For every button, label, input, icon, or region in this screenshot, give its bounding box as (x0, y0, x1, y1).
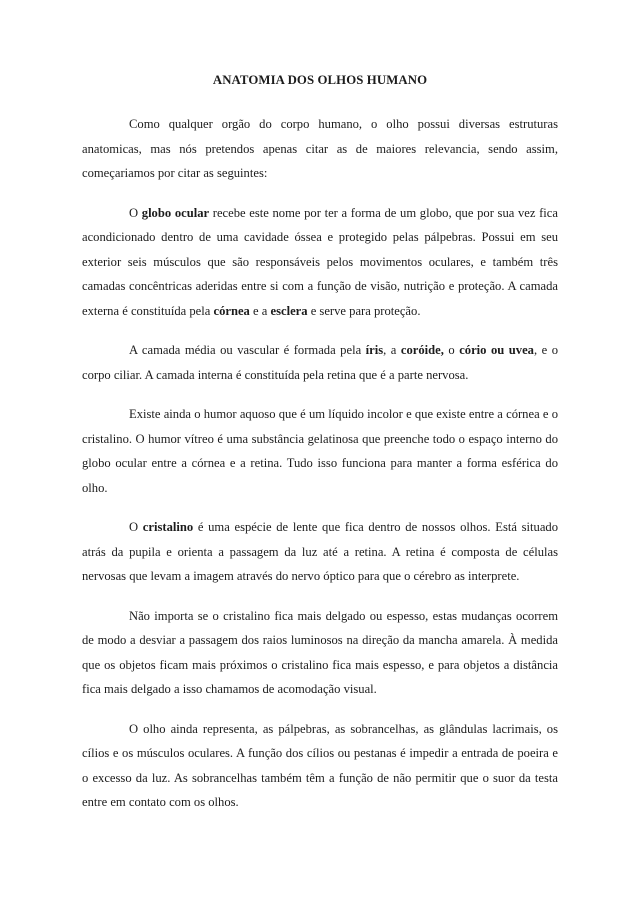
paragraph-text: Como qualquer orgão do corpo humano, o olho possui diversas estruturas anatomicas, mas nós pretendos apenas citar as de maiores relevancia, sendo assim, começariamos por citar as seguintes: (82, 117, 558, 180)
bold-term: córnea (213, 303, 250, 318)
paragraph-text: o (443, 343, 460, 357)
bold-term: cório ou uvea (459, 343, 534, 357)
bold-term: coróide, (400, 343, 444, 357)
paragraph-list (82, 112, 558, 815)
bold-term: esclera (270, 303, 308, 318)
paragraph (82, 201, 558, 324)
paragraph-text: e a (249, 303, 271, 318)
paragraph (82, 717, 558, 815)
paragraph (82, 112, 558, 186)
paragraph-text: recebe este nome por ter a forma de um globo, que por sua vez fica acondicionado dentro de uma cavidade óssea e protegido pelas pálpebras. Possui em seu exterior seis músculos que são responsáveis pelos movimentos oculares, e também três camadas concêntricas aderidas entre si com a função de visão, nutrição e proteção. A camada externa é constituída pela (82, 205, 558, 318)
paragraph-text: , a (383, 343, 401, 357)
document-body (82, 72, 558, 830)
paragraph (82, 515, 558, 589)
paragraph-text: Existe ainda o humor aquoso que é um líquido incolor e que existe entre a córnea e o cristalino. O humor vítreo é uma substância gelatinosa que preenche todo o espaço interno do globo ocular entre a córnea e a retina. Tudo isso funciona para manter a forma esférica do olho. (82, 407, 558, 495)
paragraph-text: O (129, 205, 142, 220)
document-title: ANATOMIA DOS OLHOS HUMANO (212, 73, 428, 87)
paragraph-text: Não importa se o cristalino fica mais delgado ou espesso, estas mudanças ocorrem de modo a desviar a passagem dos raios luminosos na direção da mancha amarela. À medida que os objetos ficam mais próximos o cristalino fica mais espesso, e para objetos a distância fica mais delgado a isso chamamos de acomodação visual. (82, 608, 558, 696)
paragraph-text: O olho ainda representa, as pálpebras, as sobrancelhas, as glândulas lacrimais, os cílios e os músculos oculares. A função dos cílios ou pestanas é impedir a entrada de poeira e o excesso da luz. As sobrancelhas também têm a função de não permitir que o suor da testa entre em contato com os olhos. (82, 721, 558, 809)
bold-term: globo ocular (141, 205, 210, 220)
paragraph-text: A camada média ou vascular é formada pela (129, 343, 366, 357)
paragraph-text: é uma espécie de lente que fica dentro de nossos olhos. Está situado atrás da pupila e orienta a passagem da luz até a retina. A retina é composta de células nervosas que levam a imagem através do nervo óptico para que o cérebro as interprete. (82, 520, 559, 583)
bold-term: cristalino (142, 520, 194, 534)
paragraph (82, 604, 558, 702)
paragraph-text: , e o corpo ciliar. A camada interna é constituída pela retina que é a parte nervosa. (82, 343, 558, 382)
paragraph-text: e serve para proteção. (307, 303, 421, 318)
paragraph (82, 338, 558, 387)
bold-term: íris (365, 343, 384, 357)
paragraph (82, 402, 558, 500)
paragraph-text: O (129, 520, 143, 534)
